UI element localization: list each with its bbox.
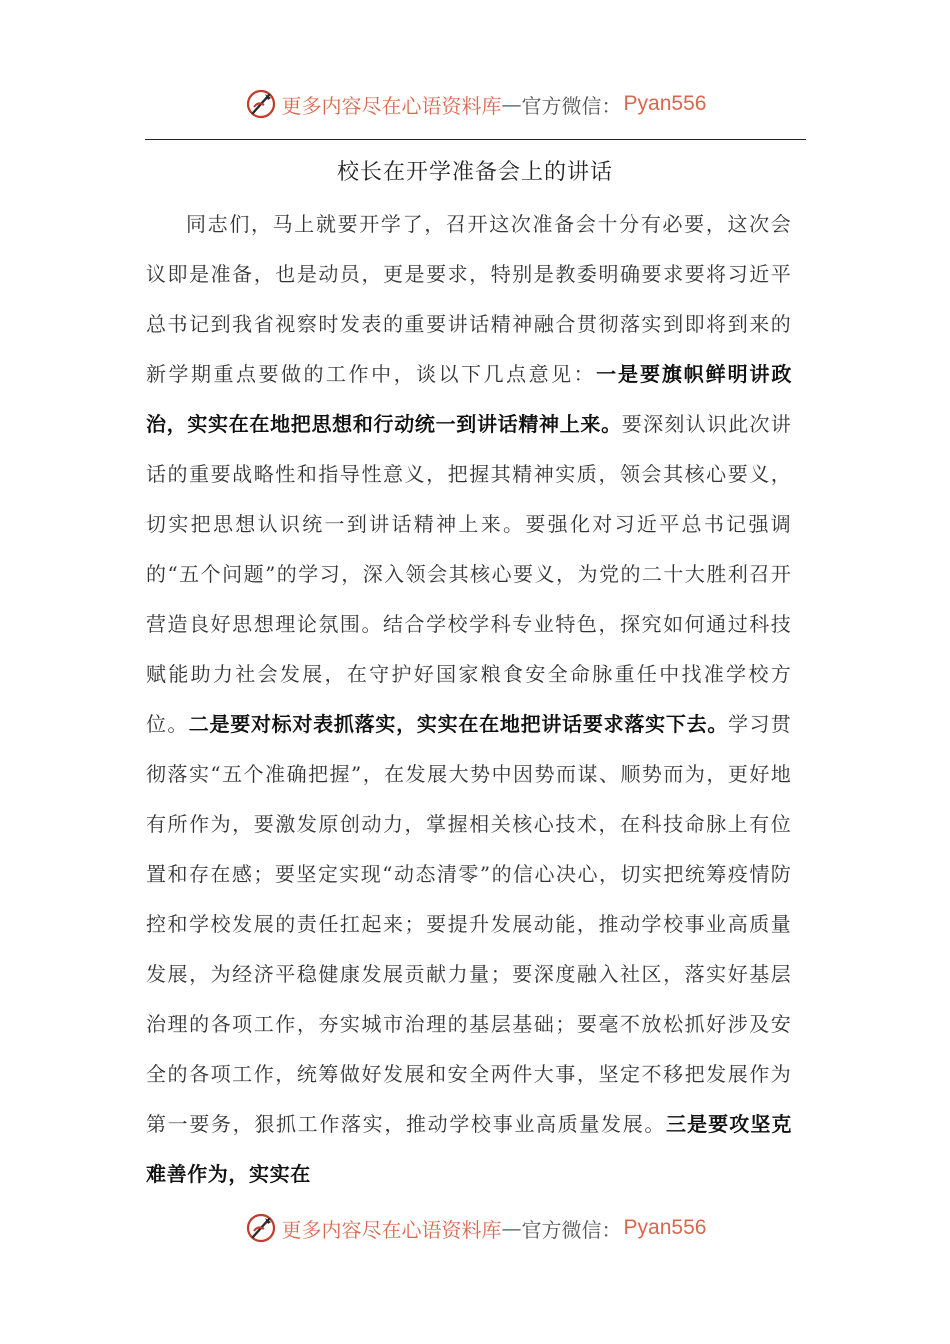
footer-banner bbox=[0, 1208, 950, 1248]
banner-id: Pyan556 bbox=[623, 1216, 707, 1239]
document-body bbox=[146, 199, 792, 1199]
banner-dash: — bbox=[501, 92, 522, 116]
body-segment-bold: 三是要攻坚克难善作为，实实在 bbox=[146, 1112, 792, 1186]
banner-text: 更多内容尽在心语资料库 bbox=[281, 93, 502, 118]
body-segment: 学习贯彻落实“五个准确把握”，在发展大势中因势而谋、顺势而为，更好地有所作为，要激发原创动力，掌握相关核心技术，在科技命脉上有位置和存在感；要坚定实现“动态清零”的信心决心，切实把统筹疫情防控和学校发展的责任扛起来；要提升发展动能，推动学校事业高质量发展，为经济平稳健康发展贡献力量；要深度融入社区，落实好基层治理的各项工作，夯实城市治理的基层基础；要毫不放松抓好涉及安全的各项工作，统筹做好发展和安全两件大事，坚定不移把发展作为第一要务，狠抓工作落实，推动学校事业高质量发展。 bbox=[146, 712, 793, 1136]
banner-id: Pyan556 bbox=[623, 92, 707, 115]
body-segment: 同志们，马上就要开学了，召开这次准备会十分有必要，这次会议即是准备，也是动员，更是要求，特别是教委明确要求要将习近平总书记到我省视察时发表的重要讲话精神融合贯彻落实到即将到来的新学期重点要做的工作中，谈以下几点意见： bbox=[146, 212, 792, 386]
pen-logo-icon bbox=[244, 1211, 278, 1245]
header-rule bbox=[145, 139, 806, 140]
banner-channel: 官方微信： bbox=[521, 1217, 622, 1242]
banner-channel: 官方微信： bbox=[521, 93, 622, 118]
banner-text: 更多内容尽在心语资料库 bbox=[281, 1217, 502, 1242]
document-title: 校长在开学准备会上的讲话 bbox=[336, 160, 613, 185]
body-segment: 要深刻认识此次讲话的重要战略性和指导性意义，把握其精神实质，领会其核心要义，切实把思想认识统一到讲话精神上来。要强化对习近平总书记强调的“五个问题”的学习，深入领会其核心要义，为党的二十大胜利召开营造良好思想理论氛围。结合学校学科专业特色，探究如何通过科技赋能助力社会发展，在守护好国家粮食安全命脉重任中找准学校方位。 bbox=[146, 412, 792, 736]
body-segment-bold: 一是要旗帜鲜明讲政治，实实在在地把思想和行动统一到讲话精神上来。 bbox=[146, 362, 792, 436]
header-banner bbox=[0, 84, 950, 124]
banner-dash: — bbox=[501, 1216, 522, 1240]
body-segment-bold: 二是要对标对表抓落实，实实在在地把讲话要求落实下去。 bbox=[188, 712, 729, 736]
pen-logo-icon bbox=[244, 87, 278, 121]
